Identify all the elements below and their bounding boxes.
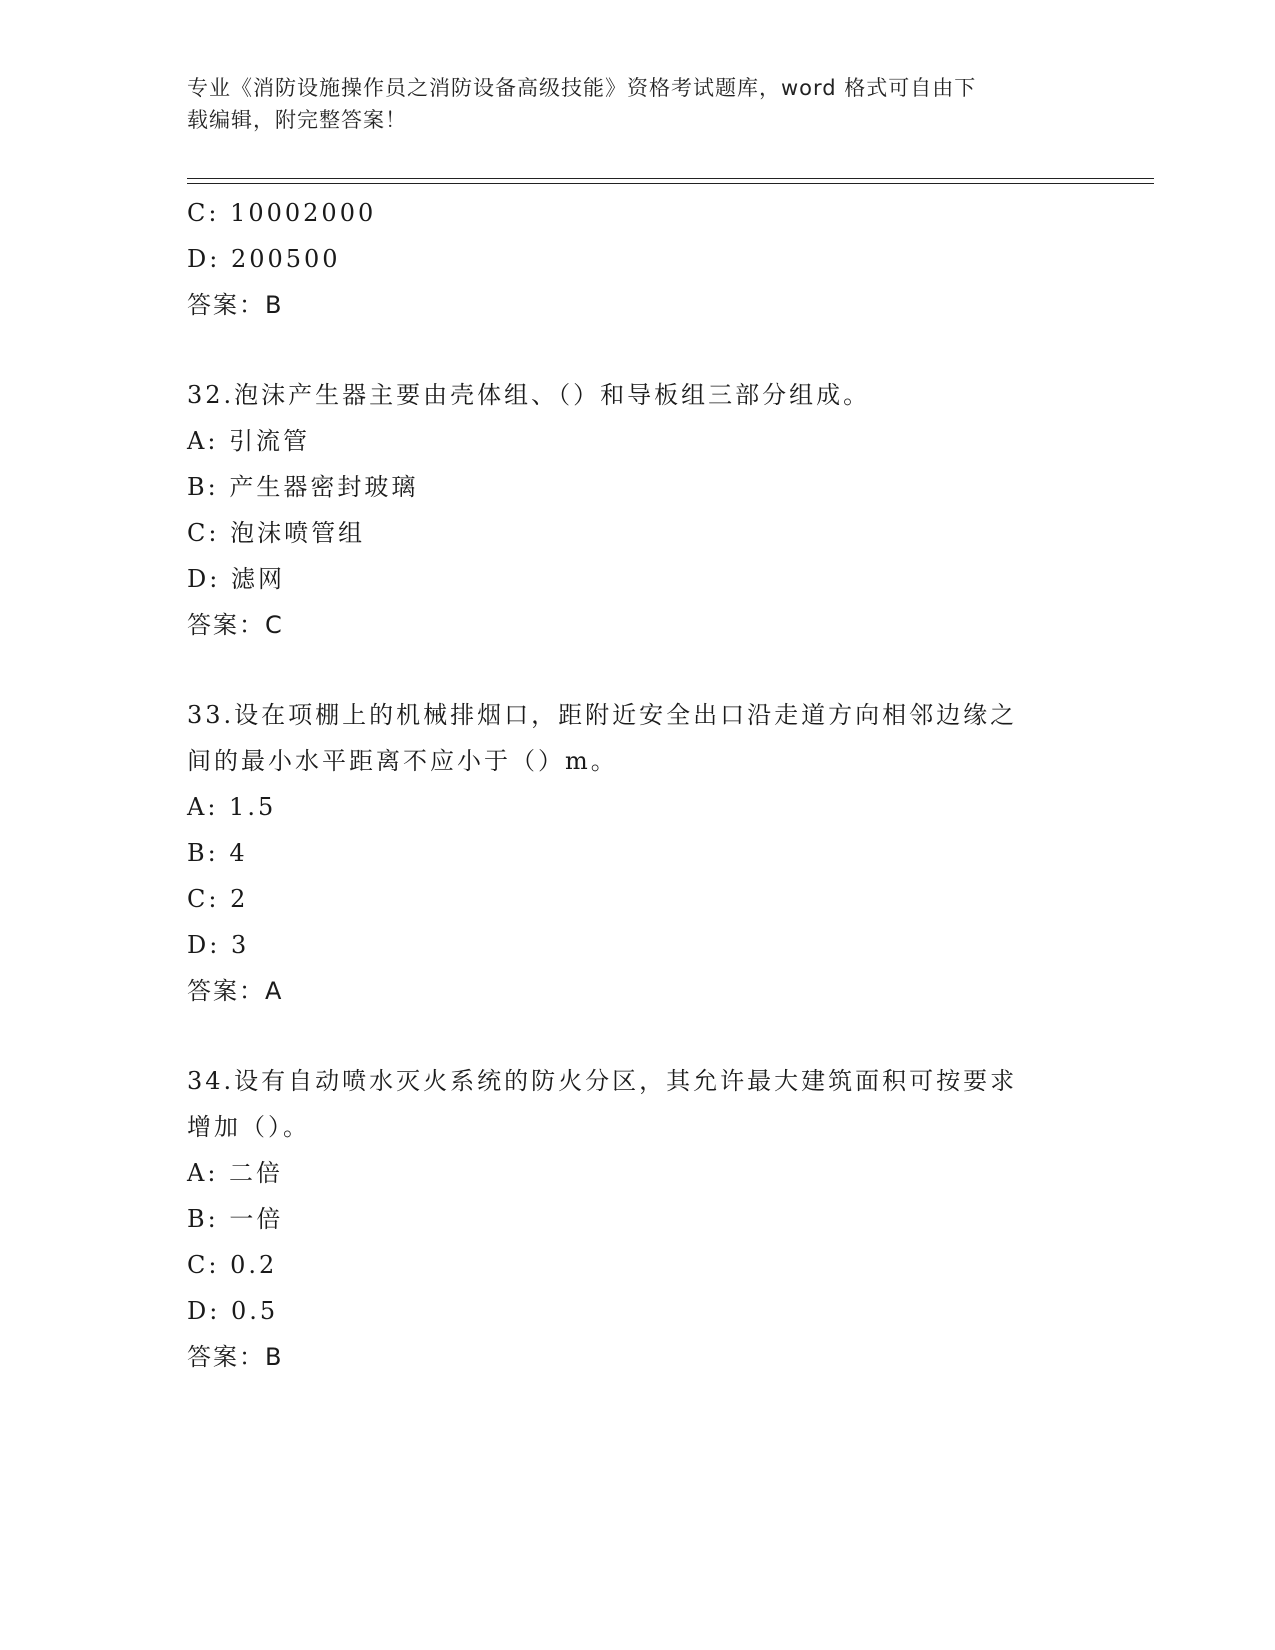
header-line-2: 载编辑，附完整答案！ [187, 108, 407, 132]
question-text: 32.泡沫产生器主要由壳体组、（）和导板组三部分组成。 [187, 381, 871, 409]
page-header [187, 72, 1087, 136]
option-d: D: 滤网 [187, 565, 285, 593]
previous-question-tail [187, 190, 1087, 328]
question-text-cont: 间的最小水平距离不应小于（）m。 [187, 747, 618, 775]
question-text: 33.设在项棚上的机械排烟口，距附近安全出口沿走道方向相邻边缘之 [187, 701, 1018, 729]
question-32 [187, 372, 1087, 648]
question-text: 34.设有自动喷水灭火系统的防火分区，其允许最大建筑面积可按要求 [187, 1067, 1018, 1095]
header-rule-bottom [187, 183, 1154, 184]
option-b: B: 4 [187, 839, 248, 867]
header-rule-top [187, 178, 1154, 179]
option-a: A: 引流管 [187, 427, 311, 455]
option-d: D: 3 [187, 931, 250, 959]
option-a: A: 二倍 [187, 1159, 284, 1187]
question-list [187, 190, 1087, 1380]
option-c: C: 泡沫喷管组 [187, 519, 366, 547]
option-c: C: 2 [187, 885, 249, 913]
question-text-cont: 增加（）。 [187, 1113, 310, 1141]
option-c: C: 0.2 [187, 1251, 278, 1279]
option-b: B: 产生器密封玻璃 [187, 473, 419, 501]
question-34 [187, 1058, 1087, 1380]
option-d: D: 0.5 [187, 1297, 279, 1325]
answer: 答案：C [187, 611, 284, 639]
option-c: C: 10002000 [187, 199, 377, 227]
answer: 答案：B [187, 1343, 284, 1371]
option-a: A: 1.5 [187, 793, 277, 821]
header-line-1: 专业《消防设施操作员之消防设备高级技能》资格考试题库，word 格式可自由下 [187, 76, 977, 100]
option-b: B: 一倍 [187, 1205, 284, 1233]
option-d: D: 200500 [187, 245, 341, 273]
answer: 答案：B [187, 291, 284, 319]
answer: 答案：A [187, 977, 284, 1005]
question-33 [187, 692, 1087, 1014]
